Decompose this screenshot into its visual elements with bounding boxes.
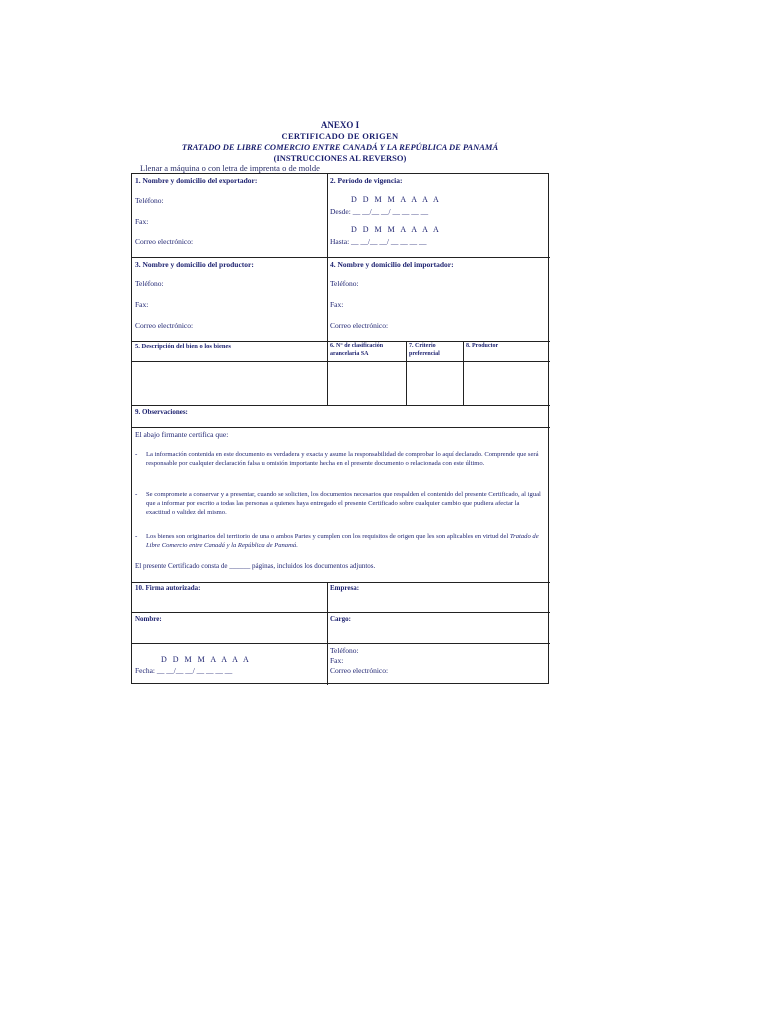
authorized-signature-label: 10. Firma autorizada: xyxy=(135,584,201,592)
declaration-bullet-3: - xyxy=(135,532,138,540)
exporter-section-label: 1. Nombre y domicilio del exportador: xyxy=(135,176,258,185)
validity-from-field: Desde: __ __/__ __/ __ __ __ __ xyxy=(330,207,429,216)
fill-instructions: Llenar a máquina o con letra de imprenta o de molde xyxy=(140,163,320,173)
company-label: Empresa: xyxy=(330,584,360,592)
observations-label: 9. Observaciones: xyxy=(135,408,188,416)
producer-fax-label: Fax: xyxy=(135,300,149,309)
validity-section-label: 2. Período de vigencia: xyxy=(330,176,403,185)
declaration-intro: El abajo firmante certifica que: xyxy=(135,430,229,439)
position-label: Cargo: xyxy=(330,615,351,623)
importer-section-label: 4. Nombre y domicilio del importador: xyxy=(330,260,454,269)
instructions-note: (INSTRUCCIONES AL REVERSO) xyxy=(273,153,407,163)
exporter-fax-label: Fax: xyxy=(135,217,149,226)
validity-from-format: D D M M A A A A xyxy=(351,195,441,204)
preference-criterion-label-2: preferencial xyxy=(409,351,440,357)
signer-phone-label: Teléfono: xyxy=(330,646,359,655)
importer-phone-label: Teléfono: xyxy=(330,279,359,288)
declaration-paragraph-1: La información contenida en este documento es verdadera y exacta y asume la responsabilidad de comprobar lo aquí declarado. Comprende que será responsable por cualquier declaración falsa u omisión importante hecha en el presente documento o relacionada con este último. xyxy=(146,451,539,468)
exporter-email-label: Correo electrónico: xyxy=(135,237,194,246)
tariff-classification-label-2: arancelaria SA xyxy=(330,351,369,357)
importer-email-label: Correo electrónico: xyxy=(330,321,389,330)
producer-column-label: 8. Productor xyxy=(466,343,499,349)
goods-description-label: 5. Descripción del bien o los bienes xyxy=(135,343,231,350)
treaty-title: TRATADO DE LIBRE COMERCIO ENTRE CANADÁ Y LA REPÚBLICA DE PANAMÁ xyxy=(181,142,499,152)
tariff-classification-label: 6. N° de clasificación xyxy=(330,343,384,349)
declaration-bullet-1: - xyxy=(135,450,138,458)
validity-to-field: Hasta: __ __/__ __/ __ __ __ __ xyxy=(330,237,427,246)
signer-fax-label: Fax: xyxy=(330,656,344,665)
certificate-title: CERTIFICADO DE ORIGEN xyxy=(281,131,399,141)
preference-criterion-label: 7. Criterio xyxy=(409,343,436,349)
signer-email-label: Correo electrónico: xyxy=(330,666,389,675)
producer-phone-label: Teléfono: xyxy=(135,279,164,288)
declaration-paragraph-3: Los bienes son originarios del territorio de una o ambos Partes y cumplen con los requisitos de origen que les son aplicables en virtud del Tratado de Libre Comercio entre Canadá y la República de Panamá. xyxy=(146,533,539,550)
declaration-paragraph-2: Se compromete a conservar y a presentar, cuando se soliciten, los documentos necesarios que respalden el contenido del presente Certificado, al igual que a informar por escrito a todas las personas a quienes haya entregado el presente Certificado sobre cualquier cambio que pudiera afectar la exactitud o validez del mismo. xyxy=(146,491,541,517)
importer-fax-label: Fax: xyxy=(330,300,344,309)
certificate-form xyxy=(131,173,549,684)
name-label: Nombre: xyxy=(135,615,162,623)
validity-to-format: D D M M A A A A xyxy=(351,225,441,234)
signature-date-field: Fecha: __ __/__ __/ __ __ __ __ xyxy=(135,666,233,675)
producer-section-label: 3. Nombre y domicilio del productor: xyxy=(135,260,254,269)
pages-count-statement: El presente Certificado consta de ______ páginas, incluidos los documentos adjuntos. xyxy=(135,562,376,570)
declaration-bullet-2: - xyxy=(135,490,138,498)
treaty-name-italic: Tratado de Libre Comercio entre Canadá y la República de Panamá xyxy=(146,533,539,550)
producer-email-label: Correo electrónico: xyxy=(135,321,194,330)
exporter-phone-label: Teléfono: xyxy=(135,196,164,205)
annex-title: ANEXO I xyxy=(320,120,360,130)
signature-date-format: D D M M A A A A xyxy=(161,655,251,664)
